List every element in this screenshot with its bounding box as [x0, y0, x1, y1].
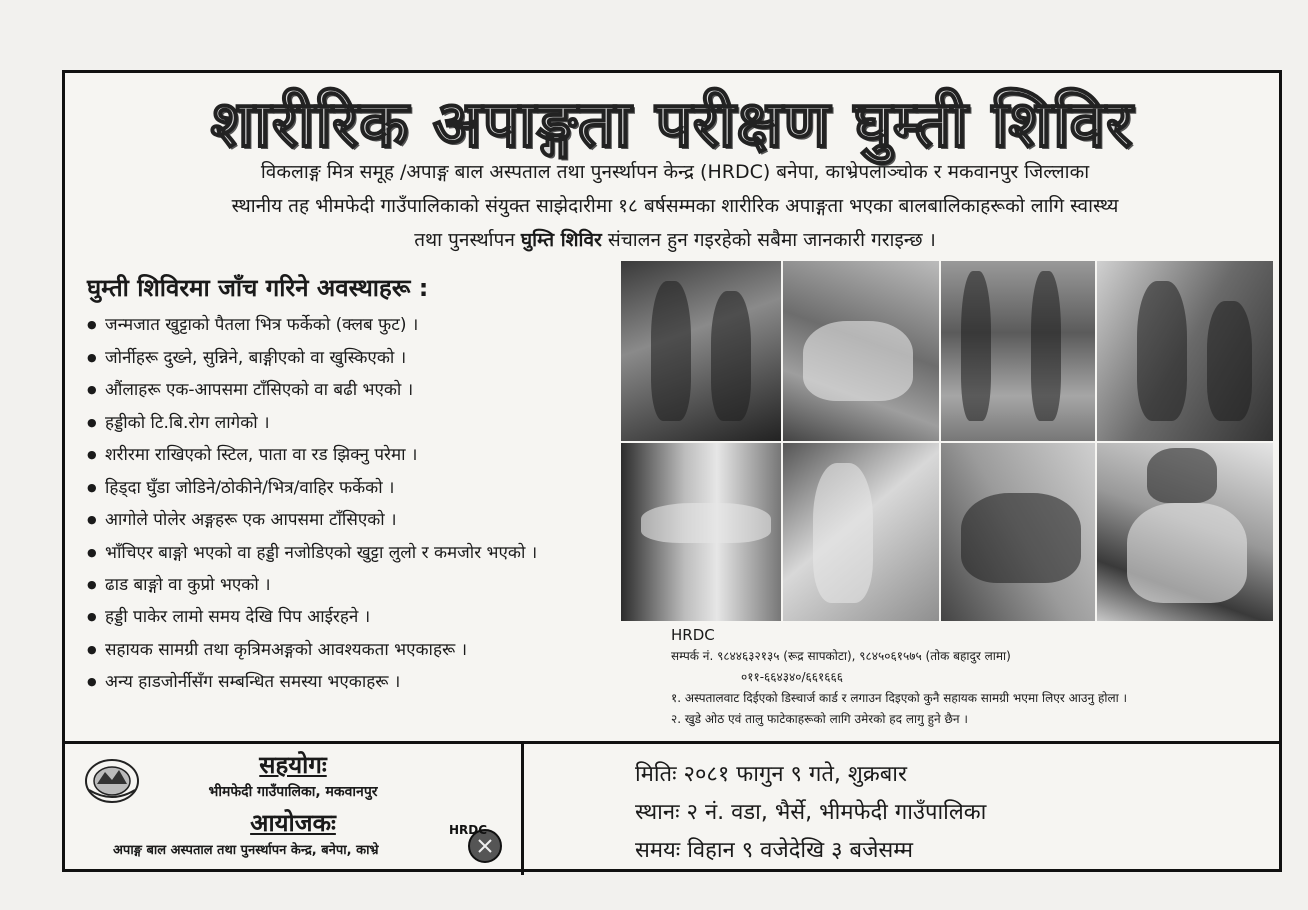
photo-back	[1097, 443, 1273, 621]
contact-note-2: २. खुडे ओठ एवं तालु फाटेकाहरूको लागि उमेरको हद लागु हुने छैन ।	[671, 712, 968, 726]
intro-line-3-bold: घुम्ति शिविर	[520, 229, 602, 251]
condition-item: ● जन्मजात खुट्टाको पैतला भित्र फर्केको (क्लब फुट) ।	[87, 309, 627, 342]
intro-line-2: स्थानीय तह भीमफेदी गाउँपालिकाको संयुक्त साझेदारीमा १८ बर्षसम्मका शारीरिक अपाङ्गता भएका बालबालिकाहरूको लागि स्वास्थ्य	[231, 195, 1119, 217]
event-time: समयः विहान ९ वजेदेखि ३ बजेसम्म	[635, 838, 914, 863]
condition-item: ● हड्डीको टि.बि.रोग लागेको ।	[87, 407, 627, 440]
condition-item: ● ढाड बाङ्गो वा कुप्रो भएको ।	[87, 569, 627, 602]
condition-item: ● जोर्नीहरू दुख्ने, सुन्निने, बाङ्गीएको वा खुस्किएको ।	[87, 342, 627, 375]
photo-arm	[621, 443, 781, 621]
photo-collage	[621, 261, 1273, 619]
footer-section	[65, 741, 1279, 875]
condition-item: ● औंलाहरू एक-आपसमा टाँसिएको वा बढी भएको ।	[87, 374, 627, 407]
condition-item: ● हड्डी पाकेर लामो समय देखि पिप आईरहने ।	[87, 601, 627, 634]
contact-block	[671, 625, 1271, 730]
contact-org: HRDC	[671, 626, 715, 644]
organizer-name: अपाङ्ग बाल अस्पताल तथा पुनर्स्थापन केन्द्र, बनेपा, काभ्रे	[113, 843, 379, 858]
poster-title: शारीरिक अपाङ्गता परीक्षण घुम्ती शिविर	[210, 88, 1134, 162]
event-date: मितिः २०८१ फागुन ९ गते, शुक्रबार	[635, 762, 907, 787]
conditions-list	[87, 309, 627, 699]
contact-note-1: १. अस्पतालवाट दिईएको डिस्चार्ज कार्ड र लगाउन दिइएको कुनै सहायक सामग्री भएमा लिएर आउनु होला ।	[671, 691, 1128, 705]
intro-paragraph	[85, 155, 1265, 257]
conditions-heading: घुम्ती शिविरमा जाँच गरिने अवस्थाहरू :	[87, 274, 429, 302]
contact-phones: सम्पर्क नं. ९८४४६३२१३५ (रूद्र सापकोटा), ९८४५०६१५७५ (तोक बहादुर लामा)	[671, 649, 1011, 663]
photo-child-legs	[783, 443, 939, 621]
poster	[62, 70, 1282, 872]
support-name: भीमफेदी गाउँपालिका, मकवानपुर	[208, 784, 378, 800]
event-place: स्थानः २ नं. वडा, भैर्से, भीमफेदी गाउँपालिका	[635, 800, 987, 825]
condition-item: ● आगोले पोलेर अङ्गहरू एक आपसमा टाँसिएको ।	[87, 504, 627, 537]
photo-burn-hand	[941, 443, 1095, 621]
hrdc-logo-icon	[443, 816, 507, 870]
condition-item: ● हिड्दा घुँडा जोडिने/ठोकीने/भित्र/वाहिर फर्केको ।	[87, 472, 627, 505]
photo-club-foot	[621, 261, 781, 441]
photo-hand	[783, 261, 939, 441]
photo-feet	[1097, 261, 1273, 441]
intro-line-3	[85, 223, 1265, 257]
condition-item: ● सहायक सामग्री तथा कृत्रिमअङ्गको आवश्यकता भएकाहरू ।	[87, 634, 627, 667]
intro-line-3-post: संचालन हुन गइरहेको सबैमा जानकारी गराइन्छ ।	[607, 229, 936, 251]
intro-line-1: विकलाङ्ग मित्र समूह /अपाङ्ग बाल अस्पताल तथा पुनर्स्थापन केन्द्र (HRDC) बनेपा, काभ्रेपलाञ्चोक र मकवानपुर जिल्लाका	[260, 161, 1090, 183]
event-details	[635, 756, 986, 870]
photo-legs	[941, 261, 1095, 441]
contact-landline: ०११-६६४३४०/६६१६६६	[741, 670, 843, 684]
footer-divider	[521, 744, 524, 875]
condition-item: ● शरीरमा राखिएको स्टिल, पाता वा रड झिक्नु परेमा ।	[87, 439, 627, 472]
condition-item: ● अन्य हाडजोर्नीसँग सम्बन्धित समस्या भएकाहरू ।	[87, 666, 627, 699]
support-heading: सहयोगः	[259, 751, 327, 779]
condition-item: ● भाँचिएर बाङ्गो भएको वा हड्डी नजोडिएको खुट्टा लुलो र कमजोर भएको ।	[87, 537, 585, 569]
sponsor-box	[65, 744, 521, 875]
hrdc-logo-text: HRDC	[449, 823, 488, 837]
intro-line-3-pre: तथा पुनर्स्थापन	[414, 229, 515, 251]
organizer-heading: आयोजकः	[250, 809, 336, 837]
